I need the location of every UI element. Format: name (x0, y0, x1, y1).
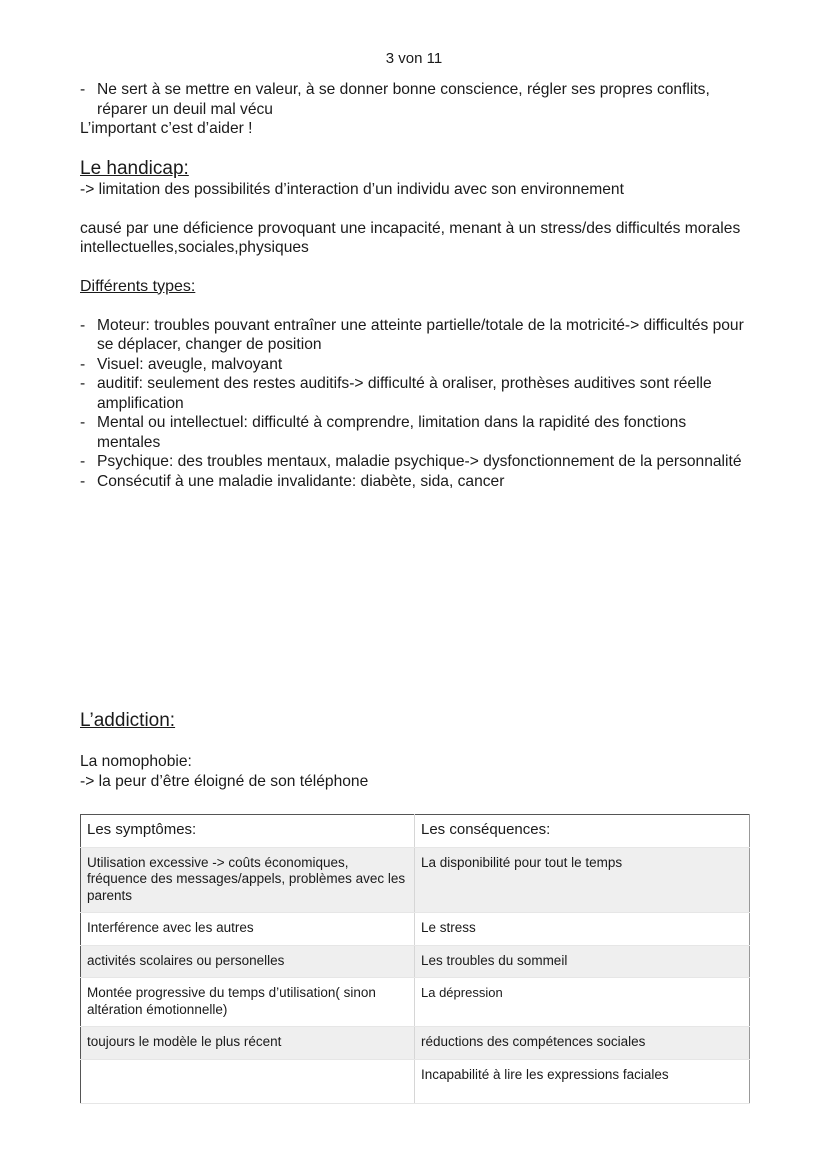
handicap-section (80, 158, 750, 491)
table-row (81, 1059, 750, 1103)
header-consequences: Les conséquences: (415, 815, 750, 848)
table-cell: Incapabilité à lire les expressions faciales (415, 1059, 750, 1103)
table-cell: Les troubles du sommeil (415, 945, 750, 978)
table-cell: réductions des compétences sociales (415, 1027, 750, 1060)
table-cell: La dépression (415, 978, 750, 1027)
table-cell: Le stress (415, 913, 750, 946)
intro-list (80, 80, 750, 119)
table-cell: Montée progressive du temps d’utilisation( sinon altération émotionnelle) (81, 978, 415, 1027)
table-cell: toujours le modèle le plus récent (81, 1027, 415, 1060)
table-cell: La disponibilité pour tout le temps (415, 847, 750, 913)
table-row (81, 945, 750, 978)
types-list (80, 316, 750, 492)
list-item: - Mental ou intellectuel: difficulté à comprendre, limitation dans la rapidité des fonctions mentales (80, 413, 750, 452)
intro-section (80, 80, 750, 139)
table-cell: Utilisation excessive -> coûts économiques, fréquence des messages/appels, problèmes avec les parents (81, 847, 415, 913)
list-item: - Ne sert à se mettre en valeur, à se donner bonne conscience, régler ses propres conflits, réparer un deuil mal vécu (80, 80, 750, 119)
table-cell (81, 1059, 415, 1103)
list-item: - auditif: seulement des restes auditifs-> difficulté à oraliser, prothèses auditives sont réelle amplification (80, 374, 750, 413)
page-number: 3 von 11 (385, 50, 443, 67)
symptoms-table (80, 814, 750, 1104)
handicap-definition: -> limitation des possibilités d’interaction d’un individu avec son environnement (80, 181, 624, 198)
table-row (81, 978, 750, 1027)
addiction-subject: La nomophobie: (80, 753, 192, 770)
handicap-cause: causé par une déficience provoquant une incapacité, menant à un stress/des difficultés morales intellectuelles,sociales,physiques (80, 219, 741, 256)
intro-conclusion: L’important c’est d’aider ! (80, 120, 253, 137)
table-header-row (81, 815, 750, 848)
list-item: - Psychique: des troubles mentaux, maladie psychique-> dysfonctionnement de la personnalité (80, 452, 750, 472)
table-row (81, 913, 750, 946)
addiction-section (80, 710, 750, 791)
table-cell: activités scolaires ou personelles (81, 945, 415, 978)
header-symptoms: Les symptômes: (81, 815, 415, 848)
list-item: - Moteur: troubles pouvant entraîner une atteinte partielle/totale de la motricité-> difficultés pour se déplacer, changer de position (80, 316, 750, 355)
list-item: - Consécutif à une maladie invalidante: diabète, sida, cancer (80, 472, 750, 492)
table-row (81, 1027, 750, 1060)
handicap-title: Le handicap: (80, 158, 189, 179)
addiction-title: L’addiction: (80, 710, 176, 731)
list-item: - Visuel: aveugle, malvoyant (80, 355, 750, 375)
table-cell: Interférence avec les autres (81, 913, 415, 946)
types-title: Différents types: (80, 277, 196, 295)
addiction-definition: -> la peur d’être éloigné de son téléphone (80, 772, 369, 790)
table-row (81, 847, 750, 913)
